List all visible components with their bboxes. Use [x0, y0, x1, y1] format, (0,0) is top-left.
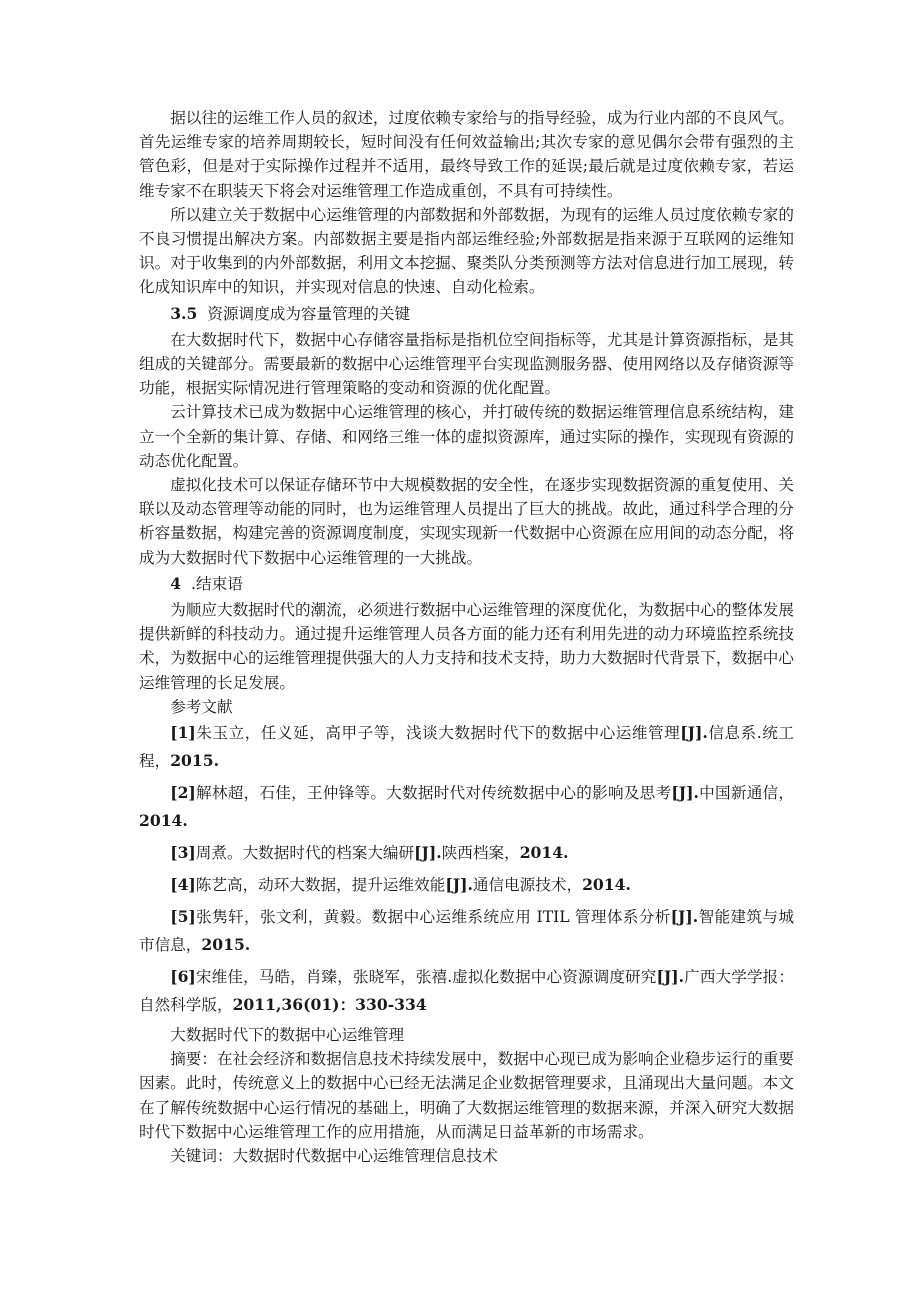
section-title: 资源调度成为容量管理的关键	[207, 304, 411, 323]
paragraph: 据以往的运维工作人员的叙述，过度依赖专家给与的指导经验，成为行业内部的不良风气。首先运维专家的培养周期较长，短时间没有任何效益输出;其次专家的意见偶尔会带有强烈的主管色彩，但是对于实际操作过程并不适用，最终导致工作的延误;最后就是过度依赖专家，若运维专家不在职装天下将会对运维管理工作造成重创，不具有可持续性。	[139, 109, 794, 200]
abstract: 摘要：在社会经济和数据信息技术持续发展中，数据中心现已成为影响企业稳步运行的重要因素。此时，传统意义上的数据中心已经无法满足企业数据管理要求，且涌现出大量问题。本文在了解传统数据中心运行情况的基础上，明确了大数据运维管理的数据来源，并深入研究大数据时代下数据中心运维管理工作的应用措施，从而满足日益革新的市场需求。	[139, 1050, 794, 1141]
paragraph: 云计算技术已成为数据中心运维管理的核心，并打破传统的数据运维管理信息系统结构，建立一个全新的集计算、存储、和网络三维一体的虚拟资源库，通过实际的操作，实现现有资源的动态优化配置。	[139, 403, 794, 470]
reference-item: [1]朱玉立，任义延，高甲子等，浅谈大数据时代下的数据中心运维管理[J].信息系.统工程，2015.	[139, 723, 794, 771]
section-number: 3.5	[170, 303, 198, 323]
reference-item: [4]陈艺高，动环大数据，提升运维效能[J].通信电源技术，2014.	[170, 875, 631, 895]
paragraph: 虚拟化技术可以保证存储环节中大规模数据的安全性，在逐步实现数据资源的重复使用、关联以及动态管理等动能的同时，也为运维管理人员提出了巨大的挑战。故此，通过科学合理的分析容量数据，构建完善的资源调度制度，实现实现新一代数据中心资源在应用间的动态分配，将成为大数据时代下数据中心运维管理的一大挑战。	[139, 476, 794, 567]
reference-item: [3]周煮。大数据时代的档案大编研[J].陕西档案，2014.	[170, 843, 569, 863]
paragraph: 在大数据时代下，数据中心存储容量指标是指机位空间指标等，尤其是计算资源指标，是其组成的关键部分。需要最新的数据中心运维管理平台实现监测服务器、使用网络以及存储资源等功能，根据实际情况进行管理策略的变动和资源的优化配置。	[139, 330, 794, 398]
reference-item: [6]宋维佳，马皓，肖臻，张晓军，张禧.虚拟化数据中心资源调度研究[J].广西大学学报：自然科学版，2011,36(01)：330-334	[139, 967, 794, 1015]
section-heading-4	[139, 572, 794, 596]
references-heading: 参考文献	[170, 697, 233, 716]
section-heading-3-5	[139, 302, 794, 326]
reference-item: [2]解林超，石佳，王仲锋等。大数据时代对传统数据中心的影响及思考[J].中国新通信，2014.	[139, 783, 794, 831]
reference-item: [5]张隽轩，张文利，黄毅。数据中心运维系统应用 ITIL 管理体系分析[J].智能建筑与城市信息，2015.	[139, 907, 794, 955]
article-title: 大数据时代下的数据中心运维管理	[170, 1026, 405, 1045]
keywords: 关键词：大数据时代数据中心运维管理信息技术	[170, 1147, 498, 1166]
document-page	[139, 106, 794, 1168]
paragraph: 所以建立关于数据中心运维管理的内部数据和外部数据，为现有的运维人员过度依赖专家的不良习惯提出解决方案。内部数据主要是指内部运维经验;外部数据是指来源于互联网的运维知识。对于收集到的内外部数据，利用文本挖掘、聚类队分类预测等方法对信息进行加工展现，转化成知识库中的知识，并实现对信息的快速、自动化检索。	[139, 205, 794, 297]
paragraph: 为顺应大数据时代的潮流，必须进行数据中心运维管理的深度优化，为数据中心的整体发展提供新鲜的科技动力。通过提升运维管理人员各方面的能力还有利用先进的动力环境监控系统技术，为数据中心的运维管理提供强大的人力支持和技术支持，助力大数据时代背景下，数据中心运维管理的长足发展。	[139, 601, 794, 692]
section-title: .结束语	[191, 574, 243, 593]
section-number: 4	[170, 573, 182, 593]
